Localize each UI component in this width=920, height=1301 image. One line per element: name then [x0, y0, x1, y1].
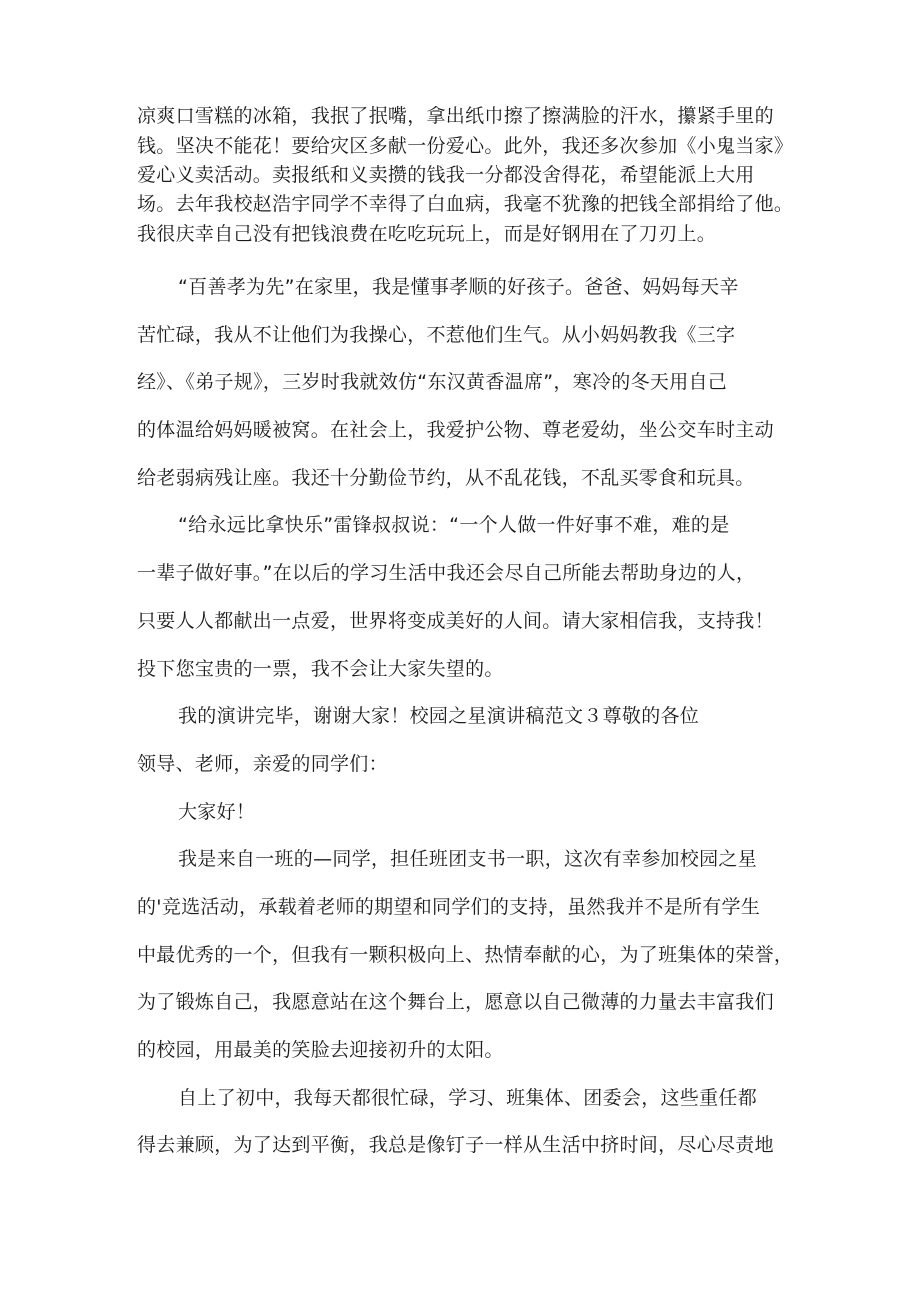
text-line: 投下您宝贵的一票，我不会让大家失望的。 [137, 658, 504, 680]
text-line: 苦忙碌，我从不让他们为我操心，不惹他们生气。从小妈妈教我《三字 [137, 324, 736, 346]
text-line: “百善孝为先”在家里，我是懂事孝顺的好孩子。爸爸、妈妈每天辛 [178, 276, 739, 298]
text-line: 一辈子做好事。”在以后的学习生活中我还会尽自己所能去帮助身边的人， [137, 562, 756, 584]
text-line: 我很庆幸自己没有把钱浪费在吃吃玩玩上，而是好钢用在了刀刃上。 [137, 223, 717, 245]
text-line: 中最优秀的一个，但我有一颗积极向上、热情奉献的心，为了班集体的荣誉， [137, 944, 794, 966]
text-line: 自上了初中，我每天都很忙碌，学习、班集体、团委会，这些重任都 [178, 1087, 758, 1109]
text-line: 经》、《弟子规》，三岁时我就效仿“东汉黄香温席”，寒冷的冬天用自己 [137, 371, 728, 393]
text-line: “给永远比拿快乐”雷锋叔叔说：“一个人做一件好事不难，难的是 [178, 514, 730, 536]
text-line: 只要人人都献出一点爱，世界将变成美好的人间。请大家相信我，支持我！ [137, 610, 774, 632]
text-line: 给老弱病残让座。我还十分勤俭节约，从不乱花钱，不乱买零食和玩具。 [137, 467, 755, 489]
text-line: 得去兼顾，为了达到平衡，我总是像钉子一样从生活中挤时间，尽心尽责地 [137, 1134, 774, 1156]
text-line: 我是来自一班的—同学，担任班团支书一职，这次有幸参加校园之星 [178, 848, 758, 870]
text-line: 我的演讲完毕，谢谢大家！校园之星演讲稿范文３尊敬的各位 [178, 705, 700, 727]
text-line: 为了锻炼自己，我愿意站在这个舞台上，愿意以自己微薄的力量去丰富我们 [137, 991, 774, 1013]
text-line: 的体温给妈妈暖被窝。在社会上，我爱护公物、尊老爱幼，坐公交车时主动 [137, 419, 774, 441]
text-line: 的校园，用最美的笑脸去迎接初升的太阳。 [137, 1039, 504, 1061]
text-line: 场。去年我校赵浩宇同学不幸得了白血病，我毫不犹豫的把钱全部捐给了他。 [137, 193, 794, 215]
text-line: 爱心义卖活动。卖报纸和义卖攒的钱我一分都没舍得花，希望能派上大用 [137, 164, 755, 186]
text-line: 的'竞选活动，承载着老师的期望和同学们的支持，虽然我并不是所有学生 [137, 896, 761, 918]
text-line: 大家好！ [178, 801, 256, 823]
text-line: 领导、老师，亲爱的同学们： [137, 753, 388, 775]
text-line: 钱。坚决不能花！要给灾区多献一份爱心。此外，我还多次参加《小鬼当家》 [137, 135, 794, 157]
text-line: 凉爽口雪糕的冰箱，我抿了抿嘴，拿出纸巾擦了擦满脸的汗水，攥紧手里的 [137, 105, 774, 127]
